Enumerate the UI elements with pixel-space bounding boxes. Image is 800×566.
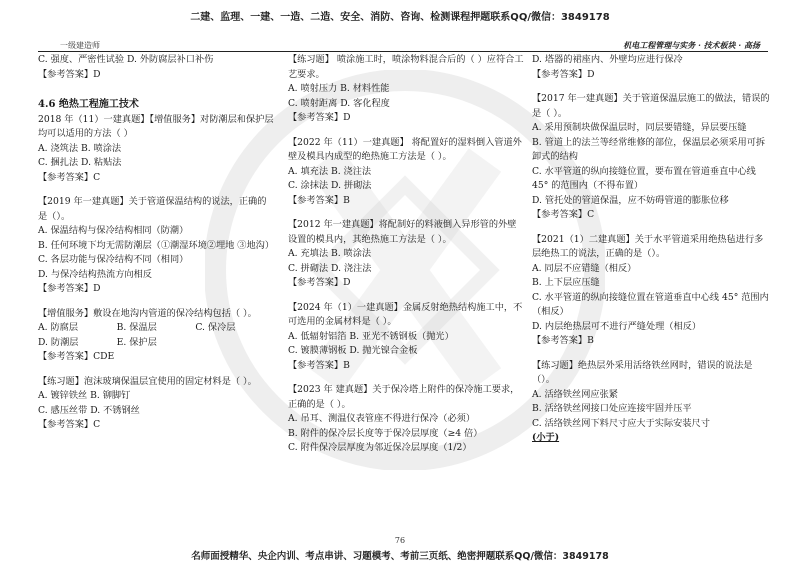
- question: 【练习题】 喷涂施工时，喷涂物料混合后的（ ）应符合工艺要求。: [288, 54, 524, 80]
- question: 【2024 年（1）一建真题】金属反射绝热结构施工中，不可选用的金属材料是（ ）。: [288, 301, 523, 327]
- answer: 【参考答案】D: [38, 283, 101, 294]
- question: 【2021（1）二建真题】关于水平管道采用绝热毡进行多层绝热工的说法，正确的是（）。: [532, 233, 764, 259]
- question: 【2017 年一建真题】关于管道保温层施工的做法，错误的是（ ）。: [532, 93, 770, 119]
- answer: 【参考答案】D: [288, 277, 351, 288]
- option: D. 防潮层: [38, 336, 79, 348]
- column-2: [288, 53, 524, 456]
- option: B. 活络铁丝网接口处应连接牢固并压平: [532, 403, 692, 414]
- question: 【增值服务】敷设在地沟内管道的保冷结构包括（ ）。: [38, 307, 257, 319]
- option: A. 保温结构与保冷结构相同（防潮）: [38, 225, 189, 236]
- column-1: [38, 53, 274, 433]
- answer: 【参考答案】C: [38, 419, 101, 430]
- question: 【练习题】泡沫玻璃保温层宜使用的固定材料是（ ）。: [38, 375, 257, 387]
- option: A. 低辐射铝箔 B. 亚光不锈钢板（抛光）: [288, 330, 454, 342]
- option: A. 充填法 B. 喷涂法: [288, 248, 372, 259]
- option: D. 内层绝热层可不进行严缝处理（相反）: [532, 320, 702, 332]
- answer: 【参考答案】B: [532, 335, 594, 346]
- answer: 【参考答案】D: [532, 68, 595, 80]
- option: C. 各层功能与保冷结构不同（相同）: [38, 254, 189, 265]
- answer: 【参考答案】D: [288, 112, 351, 123]
- option: C. 感压丝带 D. 不锈钢丝: [38, 404, 140, 416]
- top-banner: 二建、监理、一建、一造、二造、安全、消防、咨询、检测课程押题联系QQ/微信：3849178: [190, 12, 610, 23]
- option: C. 水平管道的纵向接缝位置在管道垂直中心线 45° 范围内（相反）: [532, 291, 769, 317]
- option: A. 浇筑法 B. 喷涂法: [38, 142, 122, 154]
- text-line: C. 强度、严密性试验 D. 外防腐层补口补伤: [38, 54, 214, 65]
- option: C. 捆扎法 D. 粘贴法: [38, 157, 122, 168]
- section-heading: 4.6 绝热工程施工技术: [38, 99, 139, 110]
- bottom-banner: 名师面授精华、央企内训、考点串讲、习题模考、考前三页纸、绝密押题联系QQ/微信：3849178: [191, 551, 609, 562]
- option: A. 采用预制块做保温层时，同层要错缝，异层要压缝: [532, 122, 747, 133]
- answer: 【参考答案】C: [38, 171, 101, 183]
- option: A. 镀锌铁丝 B. 铆脚钉: [38, 390, 131, 401]
- question: 【练习题】绝热层外采用活络铁丝网时，错误的说法是（）。: [532, 359, 753, 385]
- option: D. 塔器的裙座内、外壁均应进行保冷: [532, 54, 683, 65]
- option: A. 同层不应错缝（相反）: [532, 262, 637, 274]
- option: C. 活络铁丝网下料尺寸应大于实际安装尺寸: [532, 417, 710, 429]
- question: 【2023 年 建真题】关于保冷塔上附件的保冷施工要求，正确的是（ ）。: [288, 384, 520, 410]
- option: C. 喷射距离 D. 客化程度: [288, 97, 390, 109]
- option: B. 保温层: [116, 322, 157, 333]
- option: A. 活络铁丝网应张紧: [532, 388, 618, 400]
- option: A. 吊耳、测温仪表管座不得进行保冷（必须）: [288, 413, 476, 424]
- question: 【2019 年一建真题】关于管道保温结构的说法，正确的是（）。: [38, 196, 267, 222]
- answer: 【参考答案】B: [288, 194, 350, 206]
- option-row: [38, 336, 274, 351]
- option-note: (小于): [532, 432, 560, 443]
- option: C. 水平管道的纵向接缝位置，要布置在管道垂直中心线 45° 的范围内（不得布置）: [532, 165, 756, 191]
- option: D. 与保冷结构热流方向相反: [38, 268, 152, 280]
- option: C. 涂抹法 D. 拼砌法: [288, 180, 372, 191]
- option: C. 拼砌法 D. 浇注法: [288, 262, 372, 274]
- option: E. 保护层: [116, 336, 157, 348]
- column-3: [532, 53, 770, 446]
- page-number: 76: [394, 536, 406, 545]
- option: C. 保冷层: [195, 322, 236, 333]
- option: C. 附件保冷层厚度为邻近保冷层厚度（1/2）: [288, 442, 472, 453]
- option: A. 喷射压力 B. 材料性能: [288, 83, 390, 94]
- answer: 【参考答案】CDE: [38, 351, 115, 362]
- option: B. 上下层应压缝: [532, 277, 600, 288]
- option: B. 任何环境下均无需防潮层（①潮湿环境②埋地 ③地沟）: [38, 239, 275, 251]
- question: 【2012 年一建真题】将配制好的料液倒入异形管的外壁设置的模具内，其绝热施工方法是（ ）。: [288, 219, 517, 245]
- running-header-right: 机电工程管理与实务 · 技术板块 · 高扬: [623, 40, 760, 50]
- running-header-left: 一级建造师: [60, 41, 100, 50]
- question: 2018 年（11）一建真题】【增值服务】对防潮层和保护层均可以适用的方法（ ）: [38, 113, 274, 139]
- option: A. 填充法 B. 浇注法: [288, 165, 372, 177]
- question: 【2022 年（11）一建真题】 将配置好的湿料倒入管道外壁及模具内成型的绝热施工方法是（ ）。: [288, 136, 522, 162]
- option-row: [38, 321, 274, 336]
- answer: 【参考答案】C: [532, 209, 595, 220]
- option: B. 管道上的法兰等经常维修的部位，保温层必须采用可拆卸式的结构: [532, 136, 766, 162]
- answer: 【参考答案】D: [38, 68, 101, 80]
- option: B. 附件的保冷层长度等于保冷层厚度（≥4 倍）: [288, 427, 483, 439]
- option: A. 防腐层: [38, 322, 79, 333]
- option: C. 镀膜薄钢板 D. 抛光镍合金板: [288, 345, 418, 356]
- header-rule: [38, 51, 768, 52]
- answer: 【参考答案】B: [288, 359, 350, 371]
- option: D. 管托处的管道保温，应不妨碍管道的膨胀位移: [532, 194, 729, 206]
